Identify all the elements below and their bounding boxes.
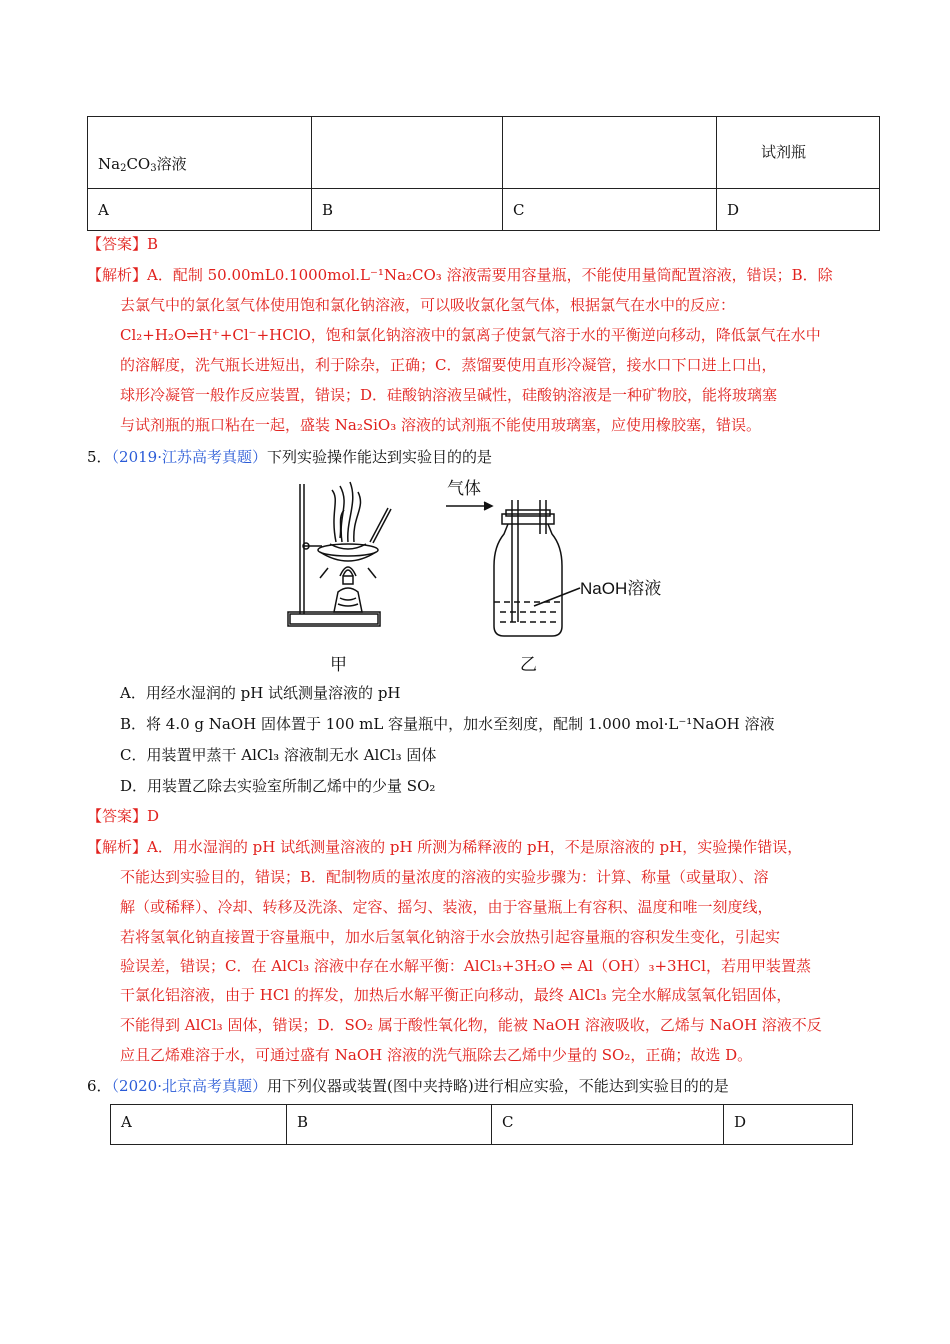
question-source: （2020·北京高考真题） bbox=[111, 1077, 267, 1095]
na-text: Na bbox=[98, 155, 121, 173]
q6-options-table bbox=[110, 1104, 853, 1145]
co-text: CO bbox=[126, 155, 151, 173]
q4-analysis-line-2: 去氯气中的氯化氢气体使用饱和氯化钠溶液，可以吸收氯化氢气体，根据氯气在水中的反应： bbox=[120, 296, 736, 314]
q4-options-table bbox=[87, 116, 880, 231]
question-stem: 用下列仪器或装置(图中夹持略)进行相应实验，不能达到实验目的的是 bbox=[267, 1077, 729, 1095]
co-subscript: 3 bbox=[150, 163, 157, 174]
question-source: （2019·江苏高考真题） bbox=[111, 448, 267, 466]
answer-tag: 【答案】 bbox=[87, 235, 148, 253]
solution-text: 溶液 bbox=[156, 155, 187, 173]
answer-tag: 【答案】 bbox=[87, 807, 148, 825]
q5-analysis-line-1 bbox=[87, 836, 802, 857]
q4-analysis-line-5: 球形冷凝管一般作反应装置，错误；D．硅酸钠溶液呈碱性，硅酸钠溶液是一种矿物胶，能将玻璃塞 bbox=[120, 386, 778, 404]
question-number: 6． bbox=[87, 1077, 112, 1095]
q5-analysis-line-7: 不能得到 AlCl₃ 固体，错误；D．SO₂ 属于酸性氧化物，能被 NaOH 溶液吸收，乙烯与 NaOH 溶液不反 bbox=[120, 1016, 822, 1034]
na-subscript: 2 bbox=[120, 163, 127, 174]
q6-label-d: D bbox=[724, 1105, 853, 1145]
q5-answer bbox=[87, 805, 159, 826]
apparatus-yi-label: 乙 bbox=[520, 655, 537, 675]
q5-option-a: A．用经水湿润的 pH 试纸测量溶液的 pH bbox=[120, 684, 401, 702]
analysis-text: A．配制 50.00mL0.1000mol.L⁻¹Na₂CO₃ 溶液需要用容量瓶，不能使用量筒配置溶液，错误；B．除 bbox=[147, 266, 833, 284]
reagent-bottle-text: 试剂瓶 bbox=[761, 143, 807, 161]
q5-option-c: C．用装置甲蒸干 AlCl₃ 溶液制无水 AlCl₃ 固体 bbox=[120, 746, 437, 764]
answer-value: B bbox=[147, 235, 159, 253]
q4-cell-b-content bbox=[312, 117, 503, 189]
q4-label-c: C bbox=[503, 189, 717, 231]
q5-analysis-line-2: 不能达到实验目的，错误；B．配制物质的量浓度的溶液的实验步骤为：计算、称量（或量取）、溶 bbox=[120, 868, 769, 886]
q4-analysis-line-6: 与试剂瓶的瓶口粘在一起，盛装 Na₂SiO₃ 溶液的试剂瓶不能使用玻璃塞，应使用橡胶塞，错误。 bbox=[120, 416, 762, 434]
q4-analysis-line-3: Cl₂+H₂O⇌H⁺+Cl⁻+HClO，饱和氯化钠溶液中的氯离子使氯气溶于水的平衡逆向移动，降低氯气在水中 bbox=[120, 326, 821, 344]
q4-answer bbox=[87, 233, 158, 254]
q6-label-c: C bbox=[492, 1105, 724, 1145]
q5-stem bbox=[87, 446, 492, 467]
naoh-solution-label: NaOH溶液 bbox=[580, 579, 662, 598]
q4-label-b: B bbox=[312, 189, 503, 231]
q5-option-d: D．用装置乙除去实验室所制乙烯中的少量 SO₂ bbox=[120, 777, 436, 795]
q4-cell-c-content bbox=[503, 117, 717, 189]
q6-label-b: B bbox=[287, 1105, 492, 1145]
q4-cell-a-content bbox=[88, 117, 312, 189]
q5-analysis-line-4: 若将氢氧化钠直接置于容量瓶中，加水后氢氧化钠溶于水会放热引起容量瓶的容积发生变化，引起实 bbox=[120, 928, 781, 946]
question-number: 5． bbox=[87, 448, 112, 466]
q5-analysis-line-5: 验误差，错误；C．在 AlCl₃ 溶液中存在水解平衡：AlCl₃+3H₂O ⇌ Al（OH）₃+3HCl，若用甲装置蒸 bbox=[120, 957, 811, 975]
gas-washing-bottle bbox=[446, 500, 580, 636]
q5-analysis-line-6: 干氯化铝溶液，由于 HCl 的挥发，加热后水解平衡正向移动，最终 AlCl₃ 完全水解成氢氧化铝固体， bbox=[120, 986, 792, 1004]
q5-option-b: B．将 4.0 g NaOH 固体置于 100 mL 容量瓶中，加水至刻度，配制 1.000 mol·L⁻¹NaOH 溶液 bbox=[120, 715, 775, 733]
analysis-tag: 【解析】 bbox=[87, 266, 148, 284]
q4-label-a: A bbox=[88, 189, 312, 231]
q5-apparatus-figure bbox=[280, 472, 680, 672]
evaporation-apparatus bbox=[288, 482, 391, 626]
q6-stem bbox=[87, 1075, 729, 1096]
q4-analysis-line-1 bbox=[87, 264, 833, 285]
q5-analysis-line-3: 解（或稀释）、冷却、转移及洗涤、定容、摇匀、装液，由于容量瓶上有容积、温度和唯一刻度线， bbox=[120, 898, 773, 916]
gas-label: 气体 bbox=[447, 479, 481, 499]
q4-analysis-line-4: 的溶解度，洗气瓶长进短出，利于除杂，正确；C．蒸馏要使用直形冷凝管，接水口下口进上口出， bbox=[120, 356, 777, 374]
analysis-text: A．用水湿润的 pH 试纸测量溶液的 pH 所测为稀释液的 pH，不是原溶液的 pH，实验操作错误， bbox=[147, 838, 803, 856]
question-stem: 下列实验操作能达到实验目的的是 bbox=[267, 448, 493, 466]
q4-label-d: D bbox=[717, 189, 880, 231]
q6-label-a: A bbox=[111, 1105, 287, 1145]
apparatus-jia-label: 甲 bbox=[330, 655, 347, 675]
q5-analysis-line-8: 应且乙烯难溶于水，可通过盛有 NaOH 溶液的洗气瓶除去乙烯中少量的 SO₂，正确；故选 D。 bbox=[120, 1046, 753, 1064]
answer-value: D bbox=[147, 807, 160, 825]
analysis-tag: 【解析】 bbox=[87, 838, 148, 856]
q4-cell-d-content bbox=[717, 117, 880, 189]
